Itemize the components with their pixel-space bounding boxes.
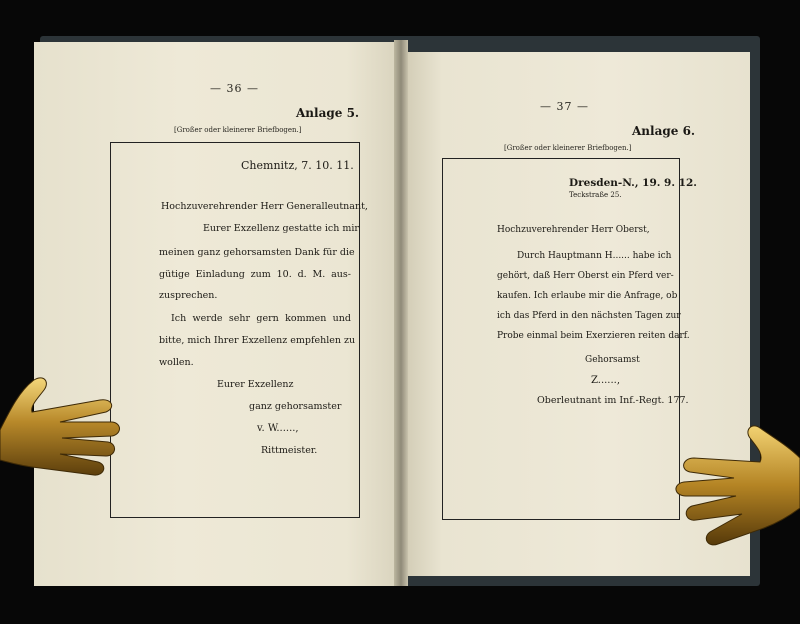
rank: Rittmeister. [261,445,318,456]
body-line: kaufen. Ich erlaube mir die Anfrage, ob [497,291,678,301]
para1-line: zusprechen. [159,290,218,301]
place-date: Chemnitz, 7. 10. 11. [241,159,354,172]
para1-line: meinen ganz gehorsamsten Dank für die [159,247,355,258]
brass-hand-left [0,370,124,490]
page-number: — 37 — [540,100,589,113]
book-gutter [394,40,408,586]
body-line: Probe einmal beim Exerzieren reiten darf. [497,331,690,341]
closing-line: Eurer Exzellenz [217,379,294,390]
street-address: Teckstraße 25. [569,191,622,199]
salutation: Hochzuverehrender Herr Generalleutnant, [161,201,368,212]
para2-line: wollen. [159,357,194,368]
closing-line: ganz gehorsamster [249,401,342,412]
letter-frame [442,158,697,520]
para1-line: gütige Einladung zum 10. d. M. aus- [159,269,351,280]
appendix-heading: Anlage 6. [632,124,696,138]
para1-line: Eurer Exzellenz gestatte ich mir [203,223,359,234]
para2-line: Ich werde sehr gern kommen und [171,313,351,324]
signature: v. W......, [257,423,299,434]
body-line: Durch Hauptmann H...... habe ich [517,251,672,261]
place-date: Dresden-N., 19. 9. 12. [569,177,697,189]
signature: Z......, [591,375,621,386]
page-number: — 36 — [210,82,259,95]
para2-line: bitte, mich Ihrer Exzellenz empfehlen zu [159,335,356,346]
paper-hint: [Großer oder kleinerer Briefbogen.] [174,126,302,134]
letter-frame [110,142,368,518]
rank: Oberleutnant im Inf.-Regt. 177. [537,395,689,406]
closing-line: Gehorsamst [585,355,640,365]
salutation: Hochzuverehrender Herr Oberst, [497,225,650,235]
body-line: ich das Pferd in den nächsten Tagen zur [497,311,681,321]
left-page [34,42,402,586]
appendix-heading: Anlage 5. [296,106,360,120]
brass-hand-right [664,418,800,558]
body-line: gehört, daß Herr Oberst ein Pferd ver- [497,271,674,281]
paper-hint: [Großer oder kleinerer Briefbogen.] [504,144,632,152]
